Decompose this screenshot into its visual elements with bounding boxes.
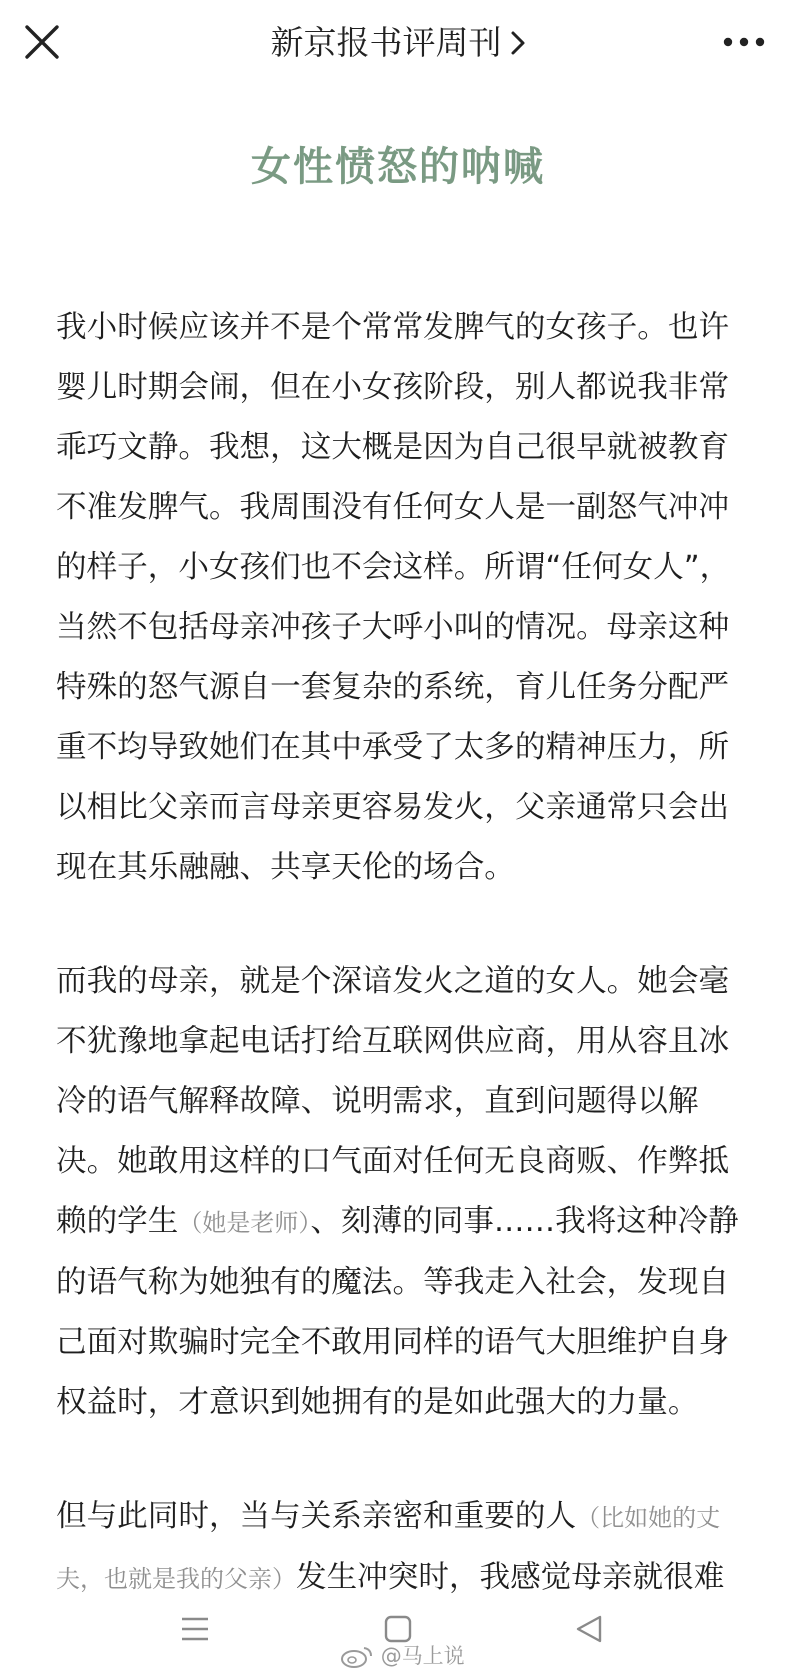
back-button[interactable] bbox=[574, 1614, 604, 1648]
paragraph-text: 而我的母亲，就是个深谙发火之道的女人。她会毫不犹豫地拿起电话打给互联网供应商，用从容且冰冷的语气解释故障、说明需求，直到问题得以解决。她敢用这样的口气面对任何无良商贩、作弊抵赖的学生 bbox=[56, 964, 730, 1239]
paragraph-text: 我小时候应该并不是个常常发脾气的女孩子。也许婴儿时期会闹，但在小女孩阶段，别人都说我非常乖巧文静。我想，这大概是因为自己很早就被教育不准发脾气。我周围没有任何女人是一副怒气冲冲的样子，小女孩们也不会这样。所谓“任何女人”，当然不包括母亲冲孩子大呼小叫的情况。母亲这种特殊的怒气源自一套复杂的系统，育儿任务分配严重不均导致她们在其中承受了太多的精神压力，所以相比父亲而言母亲更容易发火，父亲通常只会出现在其乐融融、共享天伦的场合。 bbox=[56, 310, 731, 885]
top-nav-bar bbox=[0, 0, 796, 88]
paragraph-text: 、刻薄的同事……我将这种冷静的语气称为她独有的魔法。等我走入社会，发现自己面对欺骗时完全不敢用同样的语气大胆维护自身权益时，才意识到她拥有的是如此强大的力量。 bbox=[56, 1204, 739, 1420]
chevron-right-icon bbox=[510, 20, 526, 70]
watermark-text: @马上说 bbox=[380, 1644, 465, 1668]
article-title: 女性愤怒的呐喊 bbox=[251, 144, 545, 190]
more-dots-icon bbox=[722, 34, 766, 50]
paragraph bbox=[56, 298, 742, 898]
article-body bbox=[56, 298, 742, 1609]
paragraph bbox=[56, 952, 742, 1433]
watermark bbox=[340, 1640, 465, 1670]
inline-note: （比如她的丈夫，也就是我的父亲） bbox=[56, 1504, 721, 1593]
menu-icon bbox=[180, 1614, 210, 1644]
more-options-button[interactable] bbox=[722, 34, 766, 50]
back-triangle-icon bbox=[574, 1614, 604, 1644]
inline-note: （她是老师） bbox=[178, 1209, 311, 1237]
paragraph-text: 但与此同时，当与关系亲密和重要的人 bbox=[56, 1499, 577, 1534]
weibo-logo-icon bbox=[340, 1645, 374, 1669]
paragraph-text: 发生冲突时，我感觉母亲就很难 bbox=[296, 1560, 725, 1595]
account-name: 新京报书评周刊 bbox=[270, 23, 502, 62]
account-title-link[interactable] bbox=[0, 18, 796, 68]
paragraph bbox=[56, 1487, 742, 1609]
menu-button[interactable] bbox=[180, 1614, 210, 1648]
